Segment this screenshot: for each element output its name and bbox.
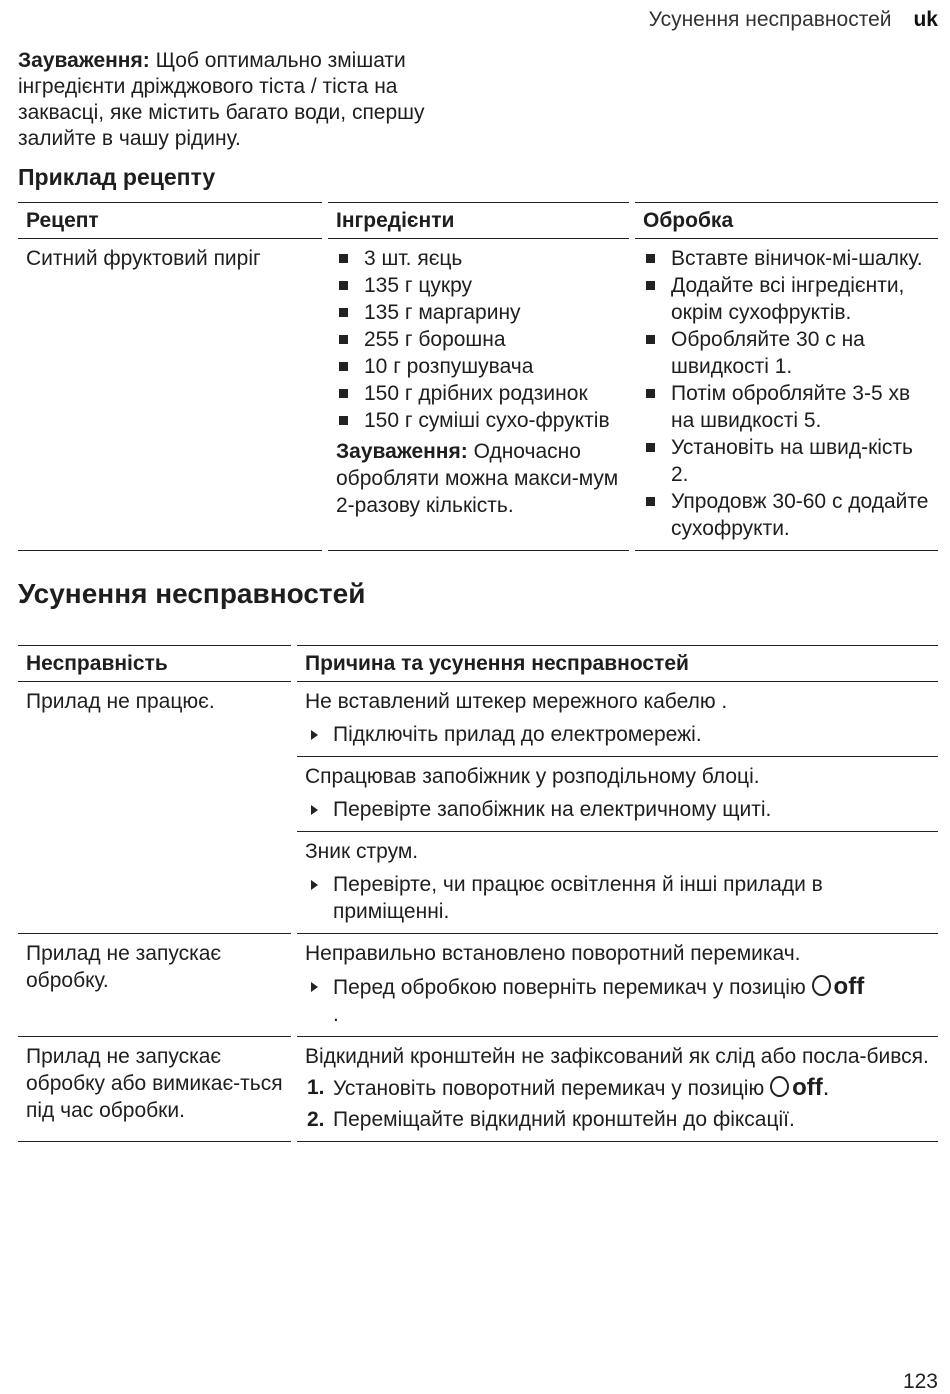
- off-circle-icon: [770, 1076, 789, 1097]
- running-header: [649, 8, 938, 32]
- cause-block: [297, 832, 938, 933]
- fault-cell: Прилад не запускає обробку.: [18, 934, 294, 1037]
- action-text: Перевірте запобіжник на електричному щиті.: [333, 798, 772, 821]
- step-item: Упродовж 30-60 с додайте сухофрукти.: [643, 488, 930, 542]
- steps-list: [643, 245, 930, 542]
- recipe-header-row: [18, 203, 938, 239]
- off-circle-icon: [812, 975, 831, 996]
- col-header-recipe: Рецепт: [18, 203, 325, 239]
- trouble-header-row: [18, 646, 938, 682]
- cause-cell: [294, 682, 938, 934]
- cause-block: [297, 682, 938, 757]
- troubleshooting-table: [18, 645, 938, 1142]
- step-text: Установіть поворотний перемикач у позицію: [333, 1077, 765, 1100]
- trouble-row: [18, 1037, 938, 1142]
- ingredient-item: 135 г цукру: [336, 272, 621, 299]
- ingredients-note-text: Одночасно обробляти можна макси-мум 2-разову кількість.: [336, 440, 619, 517]
- note-label: Зауваження:: [18, 49, 150, 72]
- step-item: Установіть на швид-кість 2.: [643, 434, 930, 488]
- fault-cell: Прилад не запускає обробку або вимикає-ться під час обробки.: [18, 1037, 294, 1142]
- ingredients-note: [336, 438, 621, 519]
- ingredient-item: 10 г розпушувача: [336, 353, 621, 380]
- note-text: Щоб оптимально змішати інгредієнти дріжджового тіста / тіста на заквасці, яке містить багато води, спершу залийте в чашу рідину.: [18, 49, 425, 150]
- action-item: [305, 721, 930, 748]
- step-text: Переміщайте відкидний кронштейн до фіксації.: [333, 1108, 795, 1131]
- off-label: off: [792, 1074, 823, 1101]
- ingredient-item: 3 шт. яєць: [336, 245, 621, 272]
- arrow-icon: [311, 730, 318, 740]
- fault-cell: Прилад не працює.: [18, 682, 294, 934]
- header-section: Усунення несправностей: [648, 8, 892, 31]
- arrow-icon: [311, 982, 318, 992]
- ingredients-list: [336, 245, 621, 434]
- action-item: [305, 871, 930, 925]
- cause-cell: [294, 934, 938, 1037]
- col-header-fault: Несправність: [18, 646, 294, 682]
- cause-text: Спрацював запобіжник у розподільному блоці.: [305, 765, 760, 788]
- arrow-icon: [311, 880, 318, 890]
- action-text: Підключіть прилад до електромережі.: [333, 723, 702, 746]
- steps-cell: [632, 239, 938, 551]
- cause-text: Неправильно встановлено поворотний перемикач.: [305, 942, 801, 965]
- step-number: 1.: [307, 1076, 325, 1099]
- off-label: off: [833, 973, 865, 1000]
- action-item: [305, 796, 930, 823]
- ingredient-item: 255 г борошна: [336, 326, 621, 353]
- troubleshooting-title: Усунення несправностей: [18, 578, 366, 609]
- header-lang: uk: [913, 8, 938, 31]
- ingredients-note-label: Зауваження:: [336, 440, 468, 463]
- step-item: Додайте всі інгредієнти, окрім сухофруктів.: [643, 272, 930, 326]
- cause-text: Не вставлений штекер мережного кабелю .: [305, 690, 728, 713]
- numbered-step: [305, 1074, 930, 1102]
- action-item: [305, 973, 930, 1028]
- col-header-cause: Причина та усунення несправностей: [294, 646, 938, 682]
- step-item: Вставте віничок-мі-шалку.: [643, 245, 930, 272]
- recipe-name: Ситний фруктовий пиріг: [18, 239, 325, 551]
- col-header-ingredients: Інгредієнти: [325, 203, 632, 239]
- recipe-row: [18, 239, 938, 551]
- trouble-row: [18, 934, 938, 1037]
- col-header-processing: Обробка: [632, 203, 938, 239]
- cause-text: Зник струм.: [305, 840, 419, 863]
- action-end: .: [333, 1003, 339, 1026]
- cause-cell: [294, 1037, 938, 1142]
- recipe-title: Приклад рецепту: [18, 164, 216, 190]
- cause-block: [297, 757, 938, 832]
- ingredient-item: 135 г маргарину: [336, 299, 621, 326]
- recipe-table: [18, 202, 938, 551]
- page-number: 123: [902, 1370, 938, 1393]
- step-item: Обробляйте 30 с на швидкості 1.: [643, 326, 930, 380]
- step-end: .: [822, 1074, 830, 1101]
- step-item: Потім обробляйте 3-5 хв на швидкості 5.: [643, 380, 930, 434]
- arrow-icon: [311, 805, 318, 815]
- off-position-symbol: [770, 1074, 829, 1101]
- step-number: 2.: [307, 1108, 325, 1131]
- trouble-row: [18, 682, 938, 934]
- numbered-step: [305, 1106, 930, 1133]
- cause-text: Відкидний кронштейн не зафіксований як слід або посла-бився.: [305, 1045, 929, 1068]
- action-text: Перед обробкою поверніть перемикач у позицію: [333, 976, 806, 999]
- action-text: Перевірте, чи працює освітлення й інші прилади в приміщенні.: [333, 873, 823, 923]
- ingredients-cell: [325, 239, 632, 551]
- intro-note: [18, 48, 488, 152]
- ingredient-item: 150 г дрібних родзинок: [336, 380, 621, 407]
- ingredient-item: 150 г суміші сухо-фруктів: [336, 407, 621, 434]
- off-position-symbol: [812, 973, 865, 1000]
